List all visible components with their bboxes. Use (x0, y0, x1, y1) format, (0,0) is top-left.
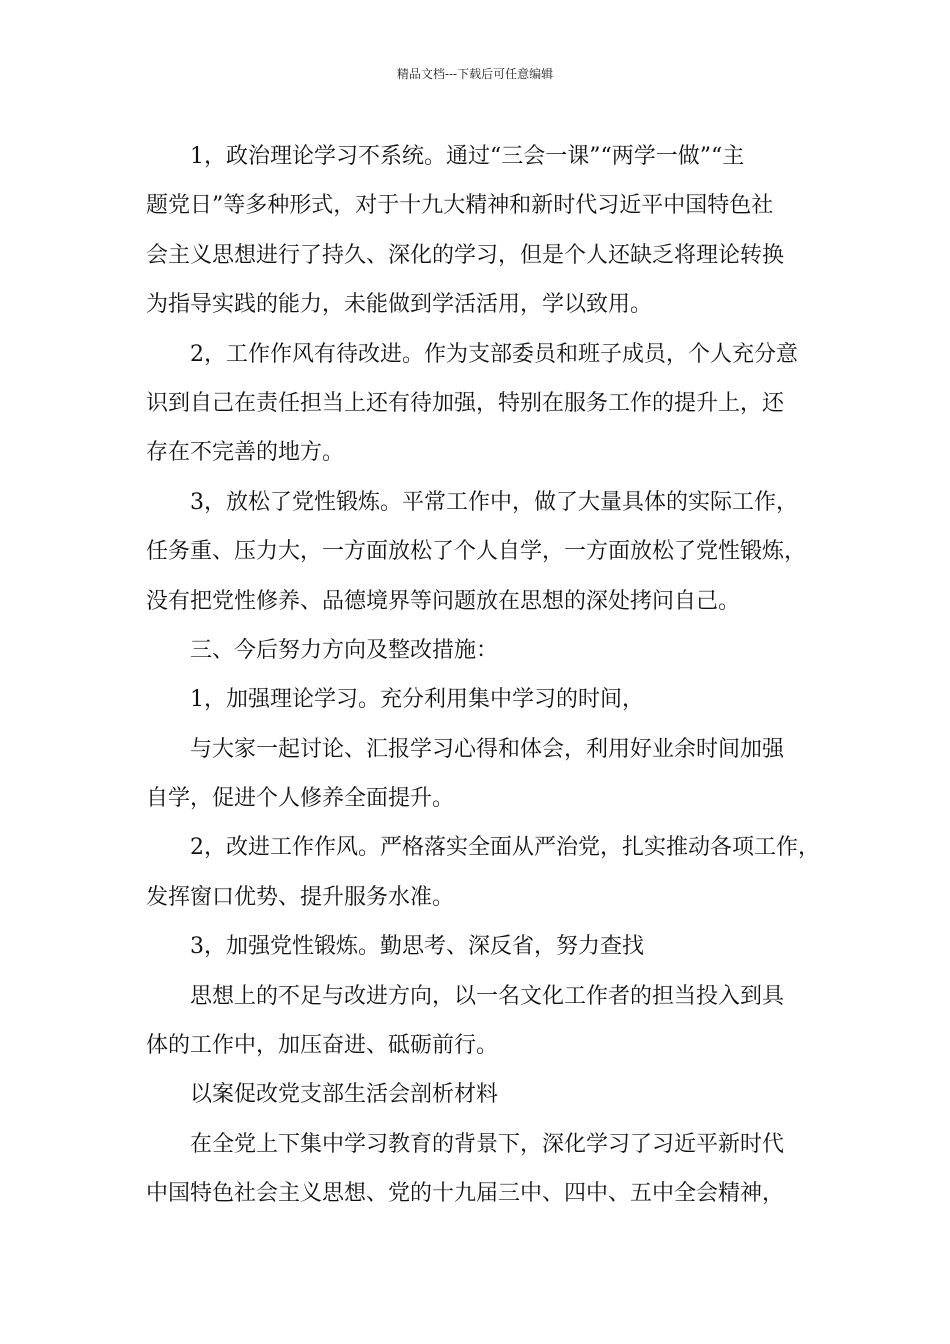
text-line: 会主义思想进行了持久、深化的学习，但是个人还缺乏将理论转换 (146, 242, 785, 268)
text-line: 1，加强理论学习。充分利用集中学习的时间， (190, 687, 644, 713)
text-line: 3，加强党性锻炼。勤思考、深反省，努力查找 (190, 934, 644, 960)
text-line: 思想上的不足与改进方向，以一名文化工作者的担当投入到具 (190, 983, 785, 1009)
text-line: 题党日”等多种形式，对于十九大精神和新时代习近平中国特色社 (146, 193, 774, 219)
text-line: 发挥窗口优势、提升服务水准。 (146, 884, 455, 910)
text-line: 3，放松了党性锻炼。平常工作中，做了大量具体的实际工作， (190, 489, 798, 515)
text-line: 在全党上下集中学习教育的背景下，深化学习了习近平新时代 (190, 1131, 785, 1157)
text-line: 为指导实践的能力，未能做到学活活用，学以致用。 (146, 292, 653, 318)
text-line: 体的工作中，加压奋进、砥砺前行。 (146, 1033, 499, 1059)
text-line: 2，改进工作作风。严格落实全面从严治党，扎实推动各项工作， (190, 835, 820, 861)
text-line: 没有把党性修养、品德境界等问题放在思想的深处拷问自己。 (146, 588, 741, 614)
text-line: 中国特色社会主义思想、党的十九届三中、四中、五中全会精神， (146, 1181, 785, 1207)
page-header: 精品文档---下载后可任意编辑 (396, 67, 554, 81)
document-body (146, 132, 820, 1219)
text-line: 与大家一起讨论、汇报学习心得和体会，利用好业余时间加强 (190, 736, 785, 762)
text-line: 1，政治理论学习不系统。通过“三会一课”“两学一做”“主 (190, 144, 745, 169)
text-line: 以案促改党支部生活会剖析材料 (190, 1082, 499, 1108)
text-line: 任务重、压力大，一方面放松了个人自学，一方面放松了党性锻炼， (146, 539, 807, 565)
text-line: 2，工作作风有待改进。作为支部委员和班子成员，个人充分意 (190, 341, 798, 367)
text-line: 自学，促进个人修养全面提升。 (146, 786, 455, 812)
text-line: 三、今后努力方向及整改措施： (190, 637, 499, 663)
text-line: 识到自己在责任担当上还有待加强，特别在服务工作的提升上，还 (146, 390, 785, 416)
text-line: 存在不完善的地方。 (146, 440, 345, 466)
